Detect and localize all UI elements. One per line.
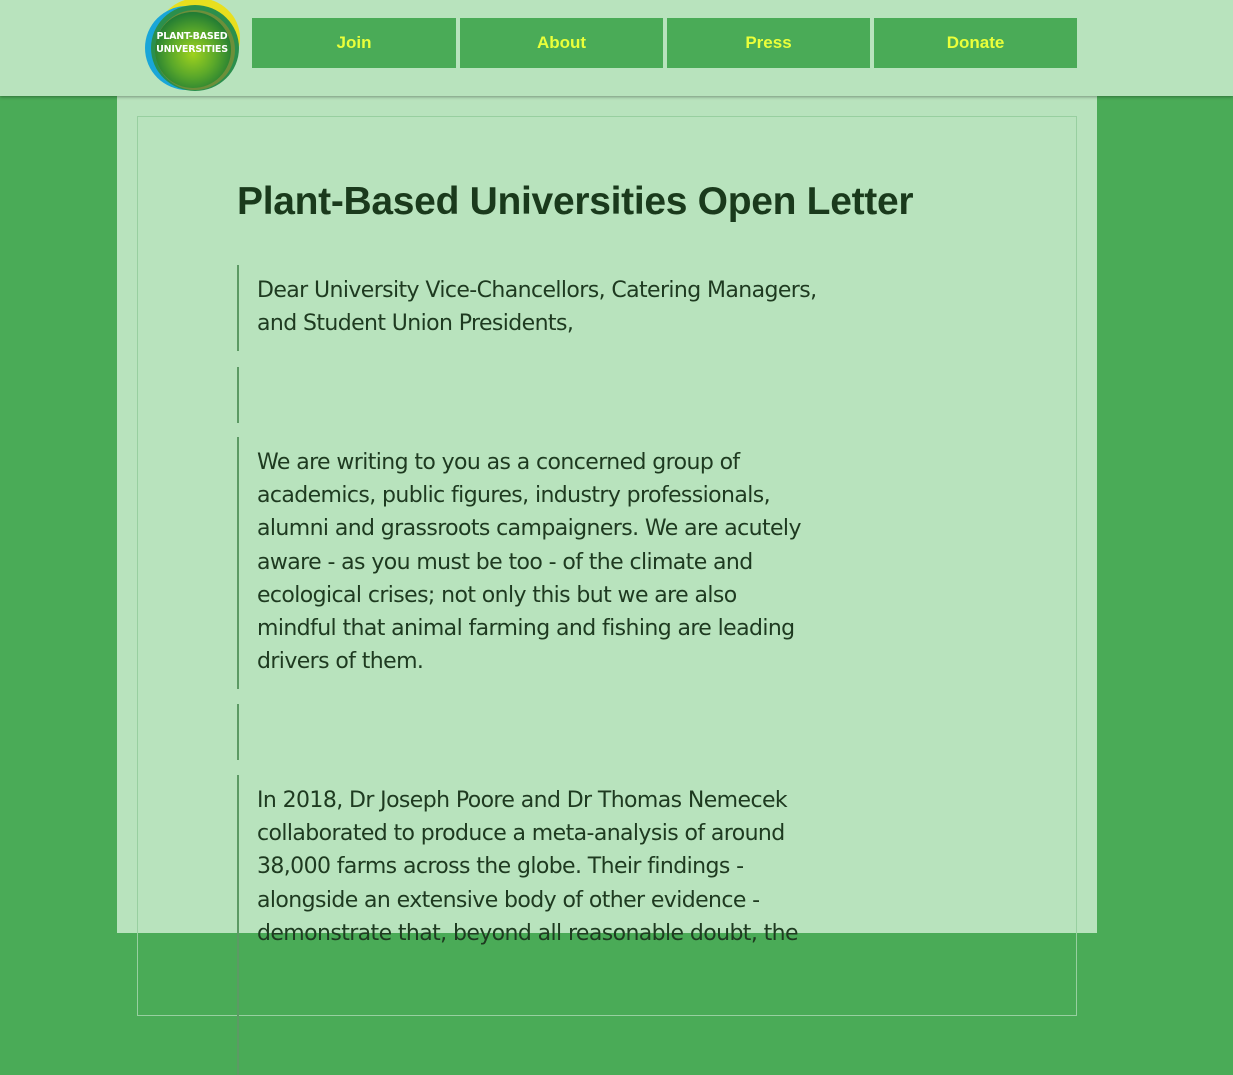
text-line: and Student Union Presidents, [257,311,574,337]
nav-donate-button[interactable]: Donate [874,18,1077,68]
text-line: academics, public figures, industry professionals, [257,483,771,509]
nav-join-button[interactable]: Join [252,18,456,68]
text-line: We are writing to you as a concerned group of [257,450,740,475]
site-header [0,0,1233,96]
text-line: Dear University Vice-Chancellors, Catering Managers, [257,278,817,303]
letter-paragraph-2 [237,775,897,1075]
text-line: demonstrate that, beyond all reasonable doubt, the [257,920,798,946]
empty-quote-spacer [237,704,897,760]
text-line: aware - as you must be too - of the climate and [257,549,753,575]
main-nav [252,18,1077,68]
text-line: alongside an extensive body of other evidence - [257,887,760,913]
text-line: drivers of them. [257,649,424,675]
empty-quote-spacer [237,367,897,423]
logo-text [143,30,241,56]
text-line: In 2018, Dr Joseph Poore and Dr Thomas Nemecek [257,788,788,813]
nav-about-button[interactable]: About [460,18,663,68]
logo-line-2: UNIVERSITIES [156,44,228,55]
text-line: alumni and grassroots campaigners. We are acutely [257,516,801,542]
letter-salutation [237,265,897,351]
logo-line-1: PLANT-BASED [156,31,228,42]
letter-content-box [137,116,1077,1016]
text-line: mindful that animal farming and fishing are leading [257,616,795,642]
text-line: collaborated to produce a meta-analysis of around [257,821,785,847]
text-line: 38,000 farms across the globe. Their findings - [257,854,744,880]
text-line: ecological crises; not only this but we are also [257,582,737,608]
page-panel [117,96,1097,946]
nav-press-button[interactable]: Press [667,18,870,68]
letter-paragraph-1 [237,437,897,689]
site-logo[interactable] [143,0,241,92]
page-title: Plant-Based Universities Open Letter [237,180,914,223]
